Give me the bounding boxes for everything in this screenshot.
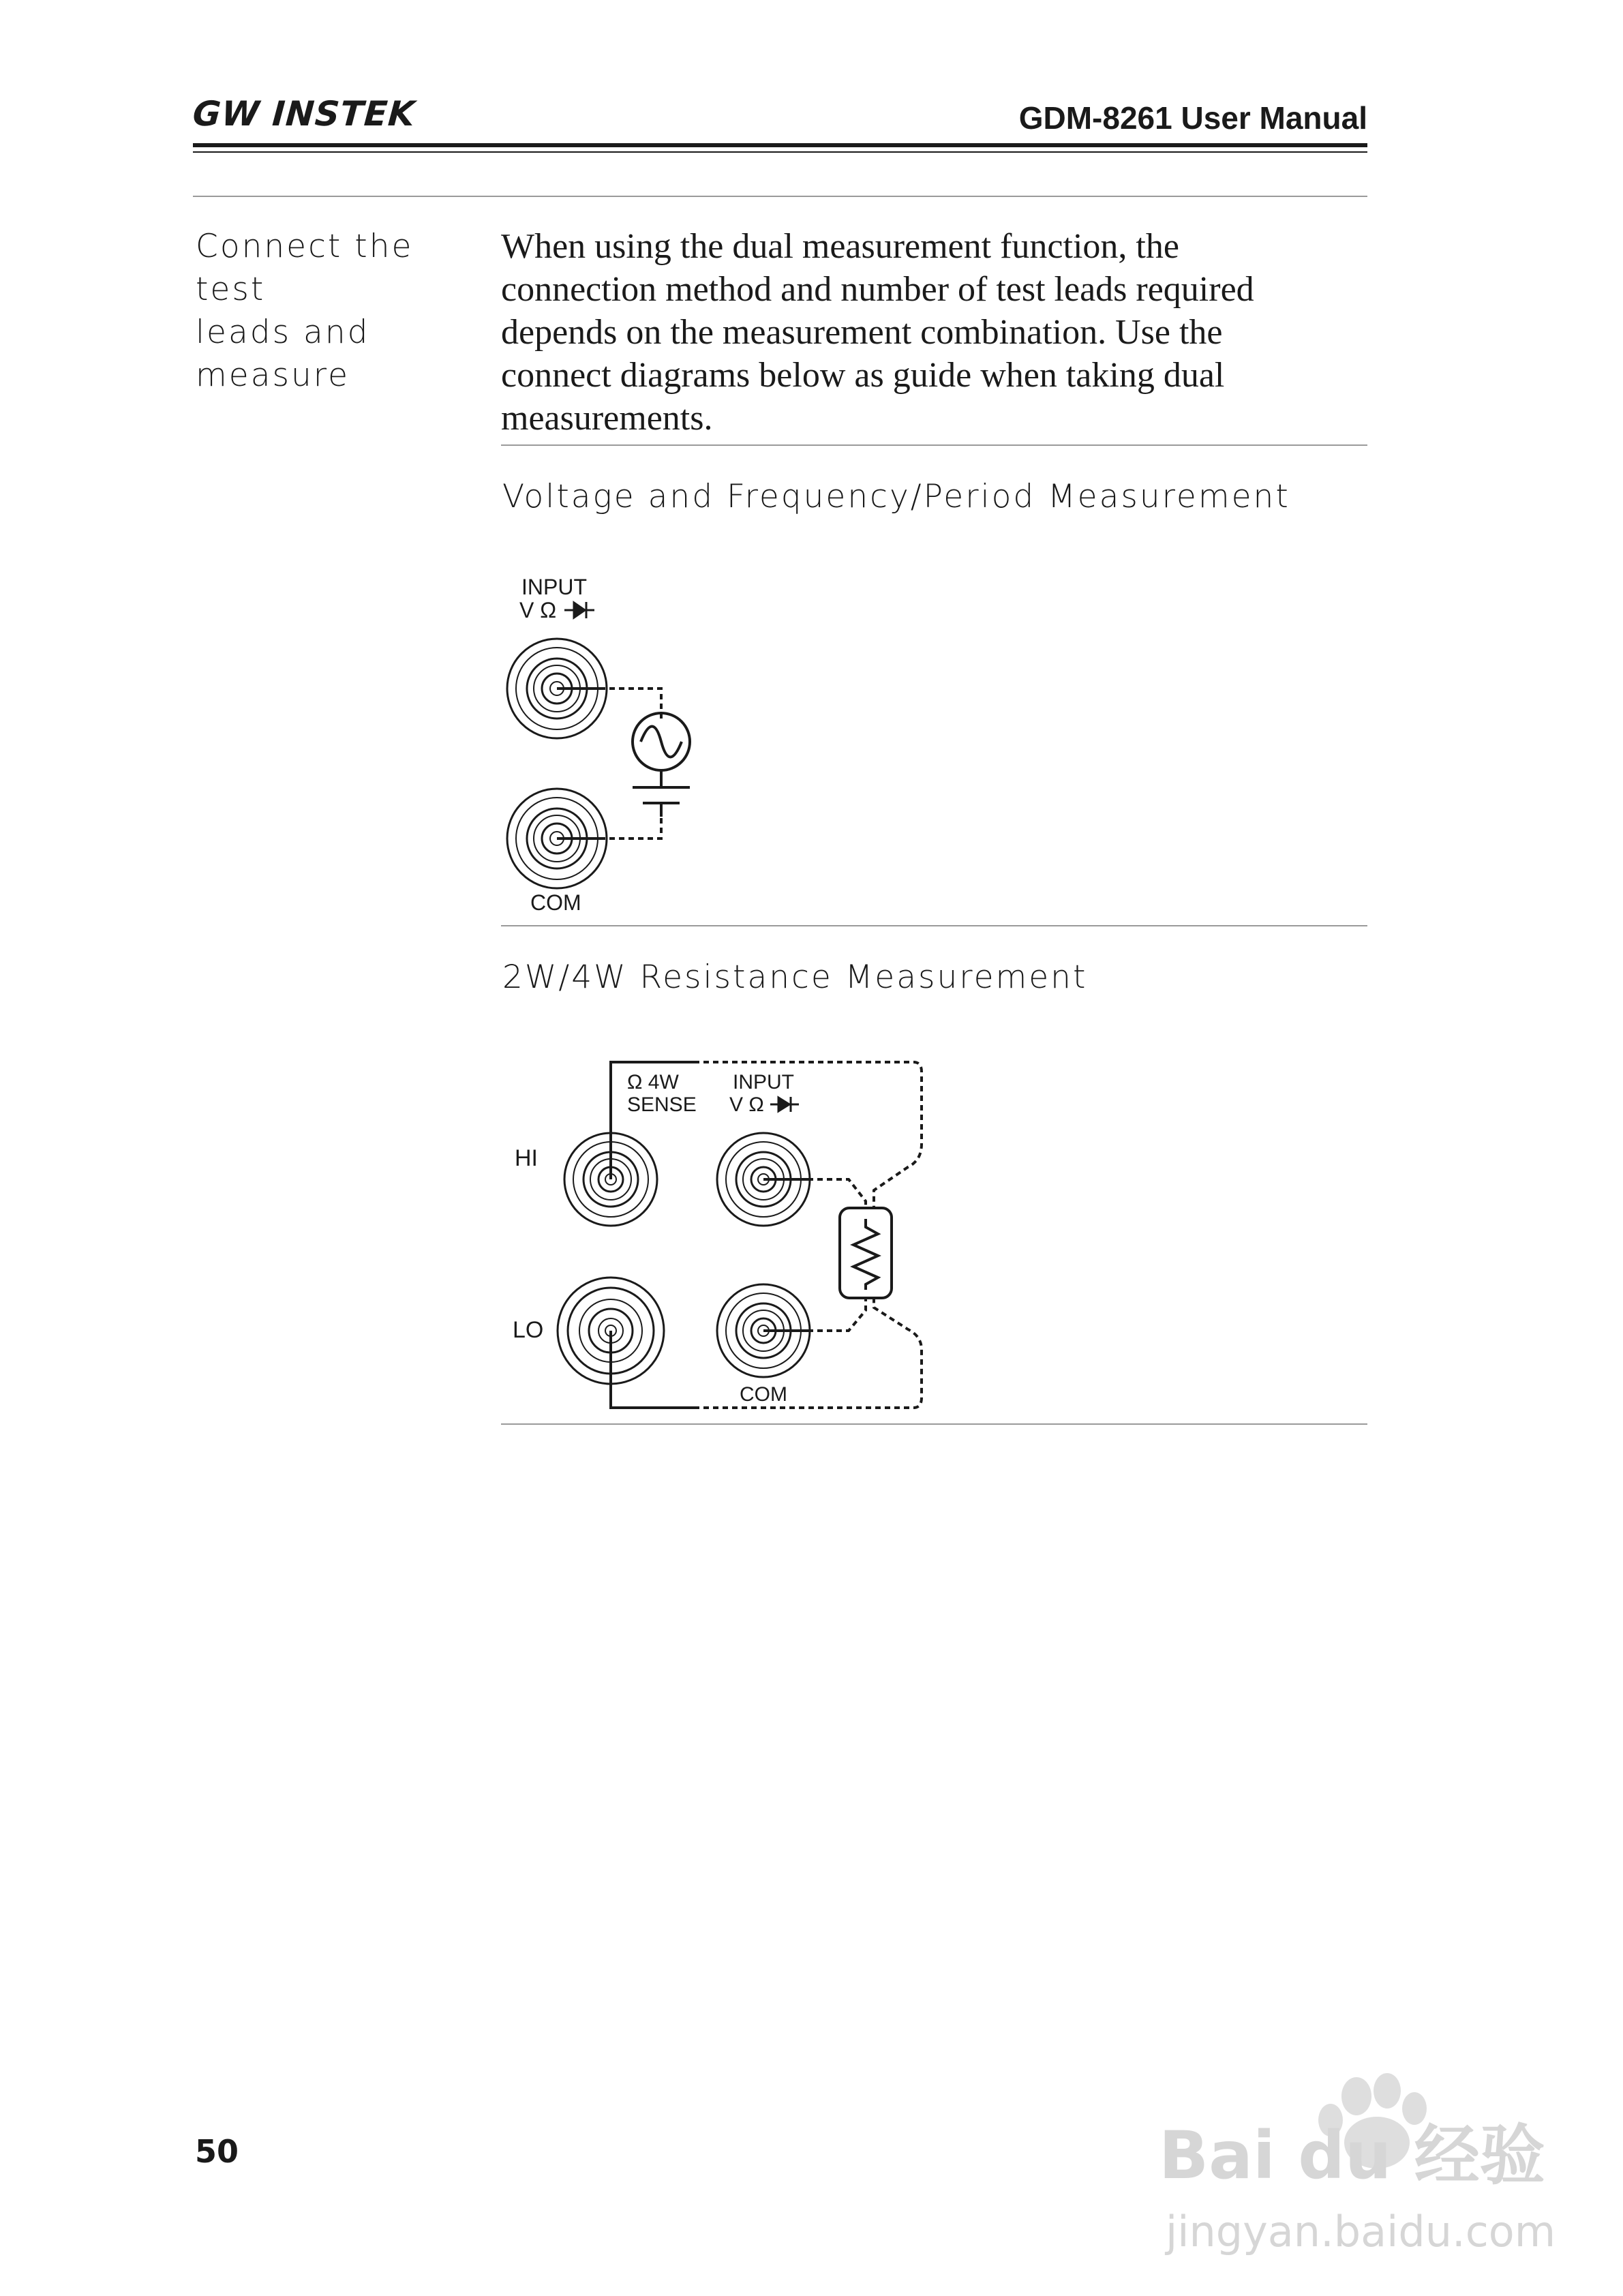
diagram2-input-label: INPUT <box>733 1071 794 1093</box>
diagram1-voltage-frequency <box>477 559 791 920</box>
diagram2-com-label: COM <box>740 1383 787 1406</box>
body-line: depends on the measurement combination. Use the <box>501 313 1223 352</box>
baidu-watermark <box>1152 2062 1575 2267</box>
watermark-url: jingyan.baidu.com <box>1166 2207 1556 2256</box>
resistor-icon <box>840 1208 892 1298</box>
section-label-line: Connect the test <box>196 228 414 308</box>
diagram2-bottom-rule <box>501 1423 1367 1425</box>
diagram2-lo-label: LO <box>513 1317 544 1343</box>
diagram2-input-symbols: V Ω <box>729 1093 764 1116</box>
body-line: connection method and number of test leads required <box>501 270 1254 309</box>
body-line: connect diagrams below as guide when taking dual <box>501 356 1225 395</box>
test-leads <box>557 689 661 839</box>
body-bottom-rule <box>501 444 1367 446</box>
body-line: When using the dual measurement function, the <box>501 227 1179 266</box>
diagram1-input-symbols: V Ω <box>519 598 557 622</box>
section-top-rule <box>193 196 1367 197</box>
diode-icon <box>770 1097 799 1112</box>
ac-source-icon <box>633 713 690 817</box>
section-body <box>501 225 1367 440</box>
header-rule <box>193 143 1367 147</box>
diagram2-sense-line2: SENSE <box>627 1093 697 1116</box>
diagram1-input-label: INPUT <box>521 575 587 599</box>
brand-logo: GW INSTEK <box>191 94 417 134</box>
diagram1-bottom-rule <box>501 925 1367 926</box>
diagram2-hi-label: HI <box>515 1145 538 1171</box>
manual-title: GDM-8261 User Manual <box>1018 100 1367 136</box>
page-number: 50 <box>195 2133 239 2170</box>
body-line: measurements. <box>501 399 713 438</box>
diagram1-title: Voltage and Frequency/Period Measurement <box>502 478 1290 515</box>
section-label-line: measure <box>196 357 350 394</box>
watermark-brand: Bai du 经验 <box>1159 2117 1545 2194</box>
diagram1-com-label: COM <box>530 890 581 915</box>
diagram2-resistance <box>491 1043 954 1432</box>
section-label-line: leads and <box>196 314 370 351</box>
diode-icon <box>564 602 594 618</box>
header-rule-thin <box>193 151 1367 153</box>
diagram2-title: 2W/4W Resistance Measurement <box>502 958 1088 996</box>
diagram2-sense-line1: Ω 4W <box>627 1071 679 1093</box>
section-label <box>196 225 482 397</box>
